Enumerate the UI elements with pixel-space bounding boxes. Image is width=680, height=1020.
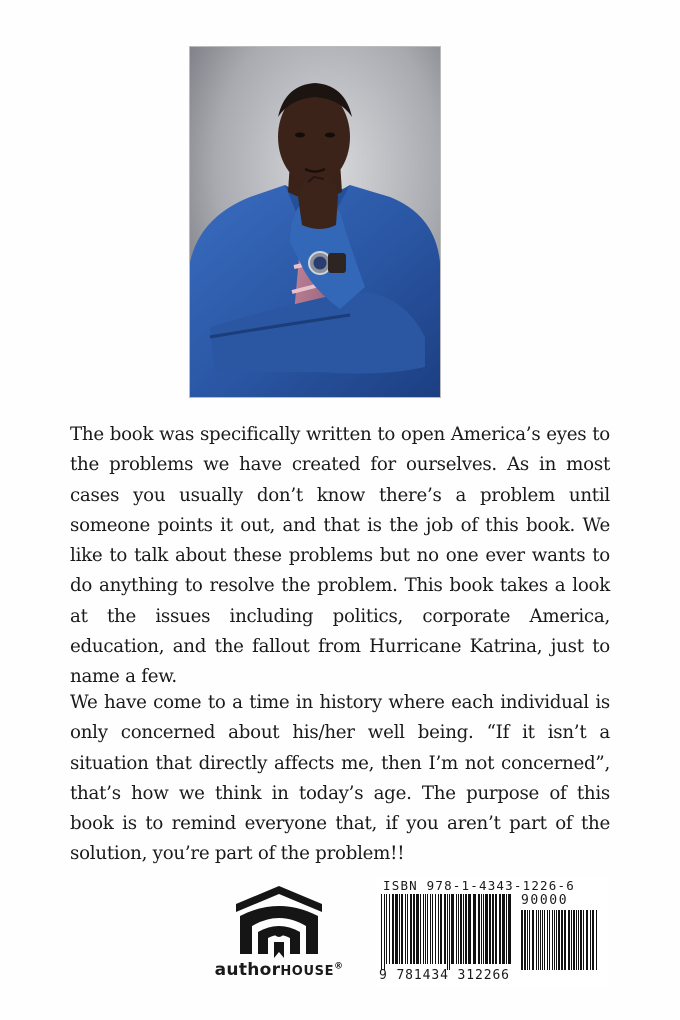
barcode-bar — [395, 894, 398, 964]
description-paragraph-1: The book was specifically written to open America’s eyes to the problems we have created for ourselves. As in most cases you usually don’t know there’s a problem until someone points it out, and that is the job of this book. We like to talk about these problems but no one ever wants to do anything to resolve the problem. This book takes a look at the issues including politics, corporate America, education, and the fallout from Hurricane Katrina, just to name a few. — [70, 424, 610, 688]
barcode-bar — [473, 894, 476, 964]
barcode-bar — [389, 894, 390, 964]
registered-mark: ® — [334, 961, 344, 972]
publisher-name-lower: author — [214, 960, 281, 980]
addon-bar — [552, 910, 553, 970]
barcode-bar — [447, 894, 448, 970]
addon-bar — [521, 910, 523, 970]
barcode-bar — [432, 894, 433, 964]
barcode-bar — [427, 894, 428, 964]
authorhouse-logo-icon — [232, 882, 326, 960]
addon-bar — [590, 910, 591, 970]
barcode-bar — [410, 894, 412, 964]
barcode-bar — [485, 894, 488, 964]
addon-bar — [568, 910, 570, 970]
addon-bar — [586, 910, 588, 970]
addon-bar — [561, 910, 563, 970]
publisher-name-upper: HOUSE — [280, 964, 335, 979]
barcode-bar — [463, 894, 464, 964]
barcode-bar — [489, 894, 491, 964]
barcode-bar — [506, 894, 507, 964]
barcode-bar — [465, 894, 467, 964]
addon-bar — [538, 910, 539, 970]
addon-bar — [540, 910, 541, 970]
barcode-bar — [416, 894, 419, 964]
addon-bar — [596, 910, 597, 970]
barcode-bar — [440, 894, 442, 964]
barcode-bar — [502, 894, 505, 964]
addon-bar — [578, 910, 579, 970]
author-photo — [189, 46, 441, 398]
publisher-wordmark — [205, 960, 353, 980]
isbn-barcode — [375, 878, 607, 986]
barcode-bar — [381, 894, 382, 970]
barcode-bar — [451, 894, 454, 964]
barcode-bar — [508, 894, 511, 964]
addon-bar — [547, 910, 548, 970]
barcode-bar — [449, 894, 450, 970]
addon-bar — [554, 910, 555, 970]
isbn-label: ISBN 978-1-4343-1226-6 — [383, 878, 575, 893]
barcode-bar — [420, 894, 421, 964]
barcode-bar — [392, 894, 394, 964]
barcode-bar — [499, 894, 501, 964]
addon-bar — [558, 910, 560, 970]
barcode-bar — [483, 894, 484, 964]
addon-bar — [592, 910, 594, 970]
addon-bar — [529, 910, 530, 970]
addon-bar — [576, 910, 577, 970]
barcode-bar — [492, 894, 494, 964]
addon-bar — [532, 910, 534, 970]
barcode-bar — [481, 894, 482, 964]
barcode-bar — [435, 894, 436, 964]
price-addon-number: 90000 — [521, 893, 569, 908]
barcode-bar — [495, 894, 497, 964]
barcode-bar — [478, 894, 480, 964]
addon-bar — [573, 910, 575, 970]
barcode-bar — [458, 894, 459, 964]
addon-bar — [536, 910, 537, 970]
barcode-bar — [384, 894, 385, 970]
author-portrait-icon — [190, 47, 440, 397]
barcode-bar — [405, 894, 406, 964]
addon-bar — [556, 910, 557, 970]
barcode-bar — [423, 894, 424, 964]
barcode-bar — [430, 894, 431, 964]
barcode-bar — [456, 894, 457, 964]
barcode-bar — [386, 894, 387, 964]
description-paragraph-2: We have come to a time in history where each individual is only concerned about his/her well being. “If it isn’t a situation that directly affects me, then I’m not concerned”, that’s how we think in today’s age. The purpose of this book is to remind everyone that, if you aren’t part of the solution, you’re part of the problem!! — [70, 692, 610, 865]
publisher-logo — [205, 880, 353, 990]
barcode-bar — [425, 894, 426, 964]
addon-bar — [564, 910, 566, 970]
barcode-bar — [438, 894, 439, 964]
addon-bar — [524, 910, 526, 970]
addon-bar — [527, 910, 528, 970]
ean-digits: 9 781434 312266 — [379, 968, 510, 983]
barcode-bar — [444, 894, 446, 964]
barcode-bar — [399, 894, 400, 964]
addon-bar — [571, 910, 572, 970]
barcode-bar — [413, 894, 415, 964]
barcode-bar — [407, 894, 408, 964]
barcode-bar — [401, 894, 403, 964]
addon-bar — [549, 910, 550, 970]
addon-bar — [544, 910, 545, 970]
addon-bar — [583, 910, 584, 970]
addon-bar — [542, 910, 543, 970]
barcode-bar — [468, 894, 471, 964]
barcode-bar — [460, 894, 462, 964]
addon-bar — [580, 910, 582, 970]
